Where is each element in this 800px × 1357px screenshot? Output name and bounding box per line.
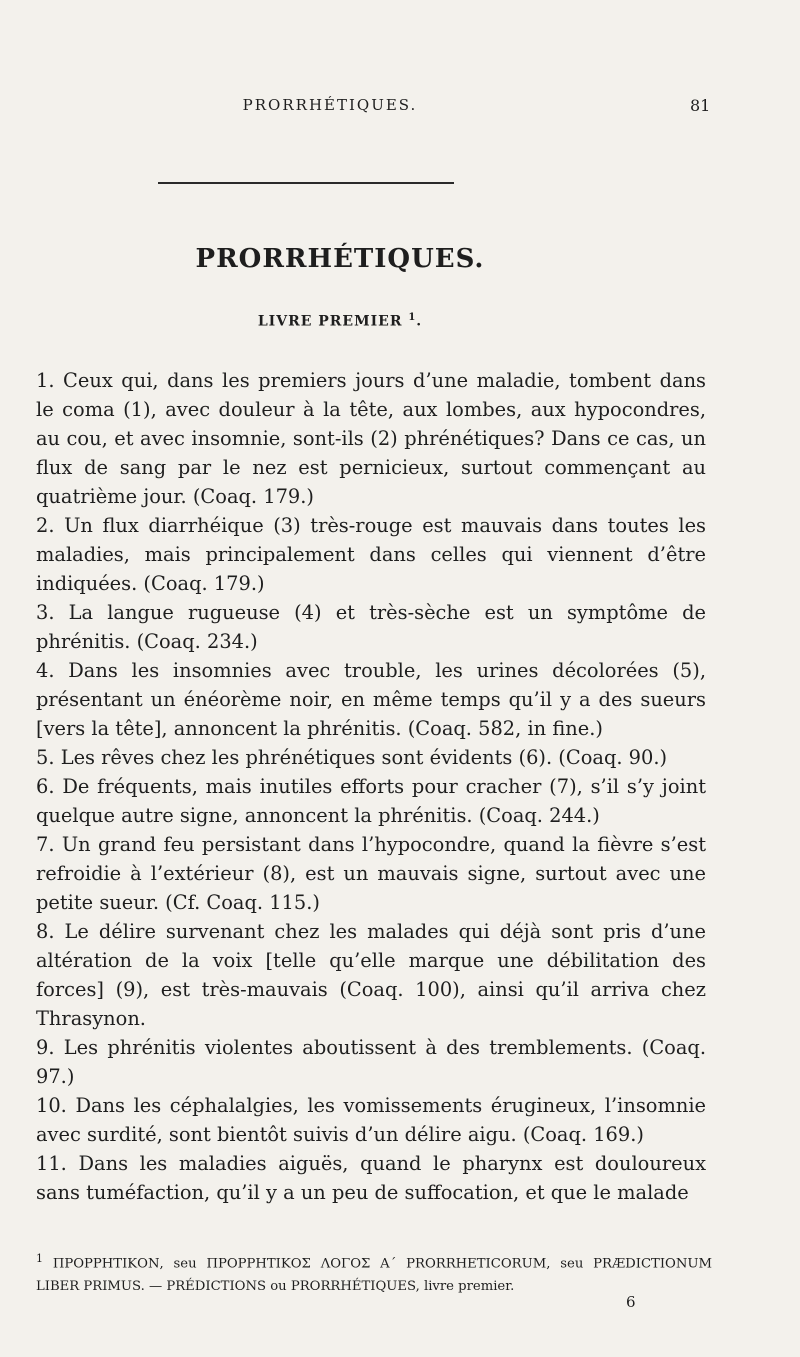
aphorism-11 xyxy=(36,1149,706,1207)
footnote-mark: 1 xyxy=(36,1252,43,1265)
aphorism-text: La langue rugueuse (4) et très-sèche est un symptôme de phrénitis. (Coaq. 234.) xyxy=(36,601,706,653)
aphorism-text: Le délire survenant chez les malades qui déjà sont pris d’une altération de la voix [telle qu’elle marque une débilitation des forces] (9), est très-mauvais (Coaq. 100), ainsi qu’il arriva chez Thrasynon. xyxy=(36,920,706,1030)
subtitle-text: LIVRE PREMIER xyxy=(257,313,409,330)
aphorism-5 xyxy=(36,743,706,772)
footnote-reference: 1 xyxy=(408,312,417,323)
aphorism-number: 4. xyxy=(36,659,55,682)
aphorism-text: Les phrénitis violentes aboutissent à des tremblements. (Coaq. 97.) xyxy=(36,1036,706,1088)
footnote xyxy=(36,1247,712,1298)
subtitle-suffix: . xyxy=(416,313,423,330)
aphorism-number: 1. xyxy=(36,369,55,392)
aphorism-text: Un flux diarrhéique (3) très-rouge est mauvais dans toutes les maladies, mais principalement dans celles qui viennent d’être indiquées. (Coaq. 179.) xyxy=(36,514,707,595)
aphorism-number: 8. xyxy=(36,920,55,943)
aphorism-number: 11. xyxy=(36,1152,67,1175)
aphorism-3 xyxy=(36,598,706,656)
aphorism-number: 3. xyxy=(36,601,55,624)
signature-mark: 6 xyxy=(626,1293,636,1311)
footnote-text: ΠΡΟΡΡΗΤΙΚΟΝ, seu ΠΡΟΡΡΗΤΙΚΟΣ ΛΟΓΟΣ Α΄ PRORRHETICORUM, seu PRÆDICTIONUM LIBER PRIMUS. — PRÉDICTIONS ou PRORRHÉTIQUES, livre premier. xyxy=(36,1256,713,1295)
aphorism-text: Les rêves chez les phrénétiques sont évidents (6). (Coaq. 90.) xyxy=(60,746,668,769)
aphorism-7 xyxy=(36,830,706,917)
aphorism-number: 6. xyxy=(36,775,55,798)
aphorism-number: 7. xyxy=(36,833,55,856)
aphorism-9 xyxy=(36,1033,706,1091)
chapter-title: PRORRHÉTIQUES. xyxy=(195,244,485,274)
aphorism-number: 5. xyxy=(36,746,55,769)
title-rule xyxy=(158,182,454,184)
running-head: PRORRHÉTIQUES. xyxy=(242,96,418,114)
aphorism-8 xyxy=(36,917,706,1033)
aphorism-text: Dans les insomnies avec trouble, les urines décolorées (5), présentant un énéorème noir, en même temps qu’il y a des sueurs [vers la tête], annoncent la phrénitis. (Coaq. 582, in fine.) xyxy=(36,659,706,740)
aphorism-text: Un grand feu persistant dans l’hypocondre, quand la fièvre s’est refroidie à l’extérieur (8), est un mauvais signe, surtout avec une petite sueur. (Cf. Coaq. 115.) xyxy=(36,833,706,914)
aphorism-number: 10. xyxy=(36,1094,67,1117)
aphorism-text: Dans les céphalalgies, les vomissements érugineux, l’insomnie avec surdité, sont bientôt suivis d’un délire aigu. (Coaq. 169.) xyxy=(36,1094,706,1146)
aphorism-number: 2. xyxy=(36,514,55,537)
aphorism-2 xyxy=(36,511,706,598)
page-number: 81 xyxy=(690,96,711,115)
aphorism-10 xyxy=(36,1091,706,1149)
aphorism-number: 9. xyxy=(36,1036,55,1059)
aphorism-1 xyxy=(36,366,706,511)
aphorism-6 xyxy=(36,772,706,830)
aphorism-text: De fréquents, mais inutiles efforts pour cracher (7), s’il s’y joint quelque autre signe, annoncent la phrénitis. (Coaq. 244.) xyxy=(36,775,706,827)
aphorism-text: Ceux qui, dans les premiers jours d’une maladie, tombent dans le coma (1), avec douleur à la tête, aux lombes, aux hypocondres, au cou, et avec insomnie, sont-ils (2) phrénétiques? Dans ce cas, un flux de sang par le nez est pernicieux, surtout commençant au quatrième jour. (Coaq. 179.) xyxy=(36,369,707,508)
aphorism-text: Dans les maladies aiguës, quand le pharynx est douloureux sans tuméfaction, qu’il y a un peu de suffocation, et que le malade xyxy=(36,1152,707,1204)
main-text xyxy=(36,366,706,1207)
aphorism-4 xyxy=(36,656,706,743)
book-subtitle xyxy=(0,312,680,330)
